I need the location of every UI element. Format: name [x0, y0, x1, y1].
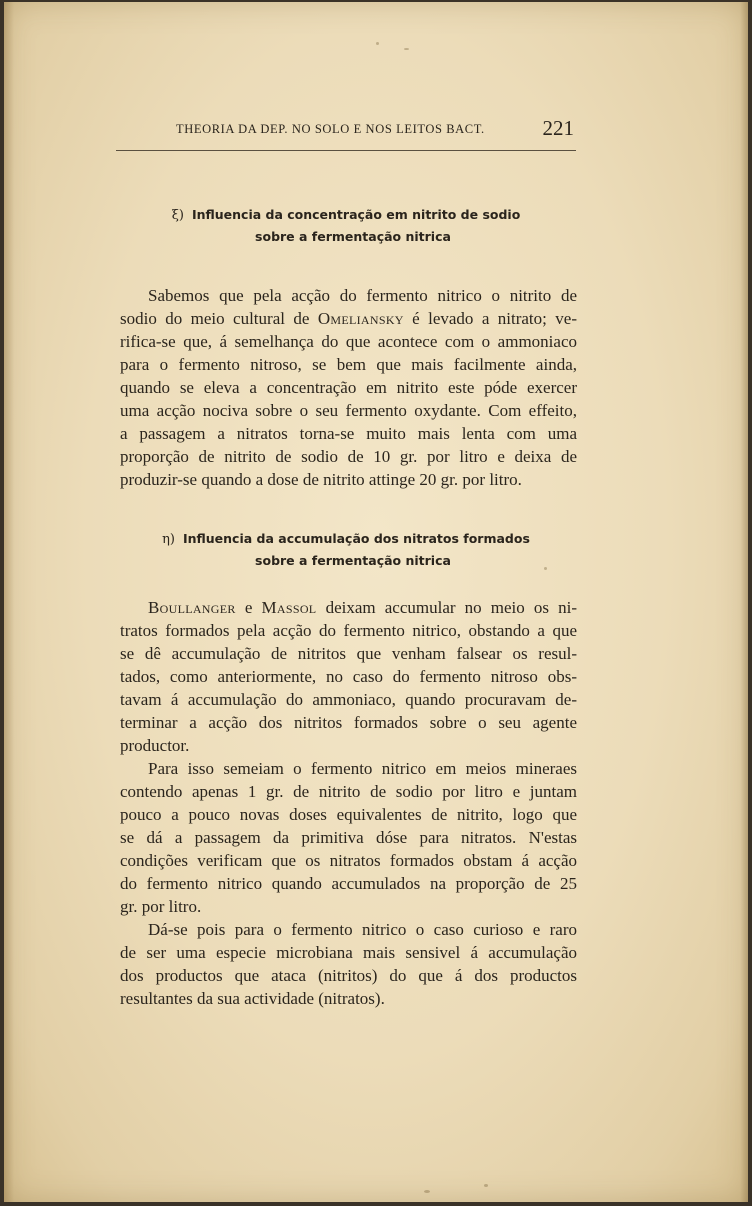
text-line: do fermento nitrico quando accumulados na proporção de 25 — [120, 874, 577, 893]
text-line: Sabemos que pela acção do fermento nitrico o nitrito de — [148, 286, 577, 305]
text-line: pouco a pouco novas doses equivalentes de nitrito, logo que — [120, 805, 577, 824]
text-line: quando se eleva a concentração em nitrito este póde exercer — [120, 378, 577, 397]
section-heading-zeta — [116, 204, 576, 247]
section-title-line1: Influencia da accumulação dos nitratos formados — [182, 531, 530, 546]
running-head: THEORIA DA DEP. NO SOLO E NOS LEITOS BACT. — [176, 122, 485, 136]
foxing-spot — [404, 48, 409, 50]
text-line — [120, 596, 577, 619]
text-line: gr. por litro. — [120, 897, 202, 916]
paragraph-1 — [120, 284, 577, 491]
text-line: tratos formados pela acção do fermento nitrico, obstando a que — [120, 621, 577, 640]
text-line: dos productos que ataca (nitritos) do que á dos productos — [120, 966, 577, 985]
foxing-spot — [376, 42, 379, 45]
text-line: se dá a passagem da primitiva dóse para nitratos. N'estas — [120, 828, 577, 847]
section-marker-eta: η) — [162, 532, 175, 547]
text-line: a passagem a nitratos torna-se muito mais lenta com uma — [120, 424, 577, 443]
text-fragment: deixam accumular no meio os ni- — [325, 598, 578, 617]
page-number: 221 — [542, 116, 574, 140]
text-line: condições verificam que os nitratos formados obstam á acção — [120, 851, 577, 870]
header-rule — [116, 150, 576, 151]
page-edge-left — [4, 2, 14, 1202]
book-page — [4, 2, 748, 1202]
section-marker-zeta: ξ) — [171, 208, 184, 223]
section-title-line2: sobre a fermentação nitrica — [255, 553, 451, 568]
text-line: proporção de nitrito de sodio de 10 gr. por litro e deixa de — [120, 447, 577, 466]
text-line: produzir-se quando a dose de nitrito attinge 20 gr. por litro. — [120, 470, 522, 489]
author-name-omeliansky: Omeliansky — [317, 309, 404, 328]
foxing-spot — [484, 1184, 488, 1187]
paragraph-4 — [120, 918, 577, 1010]
text-line: resultantes da sua actividade (nitratos). — [120, 989, 385, 1008]
text-fragment: e — [244, 598, 253, 617]
text-line: para o fermento nitroso, se bem que mais facilmente ainda, — [120, 355, 577, 374]
page-header — [116, 116, 576, 146]
page-edge-right — [740, 2, 748, 1202]
paragraph-3 — [120, 757, 577, 918]
section-heading-eta — [116, 528, 576, 571]
section-title-line1: Influencia da concentração em nitrito de sodio — [191, 207, 521, 222]
foxing-spot — [424, 1190, 430, 1193]
text-line: uma acção nociva sobre o seu fermento oxydante. Com effeito, — [120, 401, 577, 420]
text-line: se dê accumulação de nitritos que venham falsear os resul- — [120, 644, 577, 663]
text-line: tavam á accumulação do ammoniaco, quando procuravam de- — [120, 690, 577, 709]
text-line: Para isso semeiam o fermento nitrico em meios mineraes — [148, 759, 577, 778]
text-line: terminar a acção dos nitritos formados sobre o seu agente — [120, 713, 577, 732]
author-name-boullanger: Boullanger — [148, 598, 236, 617]
text-line: de ser uma especie microbiana mais sensivel á accumulação — [120, 943, 577, 962]
section-title-line2: sobre a fermentação nitrica — [255, 229, 451, 244]
text-fragment: sodio do meio cultural de — [120, 309, 310, 328]
text-fragment: é levado a nitrato; ve- — [412, 309, 577, 328]
text-line: tados, como anteriormente, no caso do fermento nitroso obs- — [120, 667, 577, 686]
text-line: Dá-se pois para o fermento nitrico o caso curioso e raro — [148, 920, 577, 939]
author-name-massol: Massol — [261, 598, 317, 617]
paragraph-2 — [120, 596, 577, 757]
text-line: productor. — [120, 736, 190, 755]
text-line — [120, 307, 577, 330]
text-line: rifica-se que, á semelhança do que acontece com o ammoniaco — [120, 332, 577, 351]
text-line: contendo apenas 1 gr. de nitrito de sodio por litro e juntam — [120, 782, 577, 801]
